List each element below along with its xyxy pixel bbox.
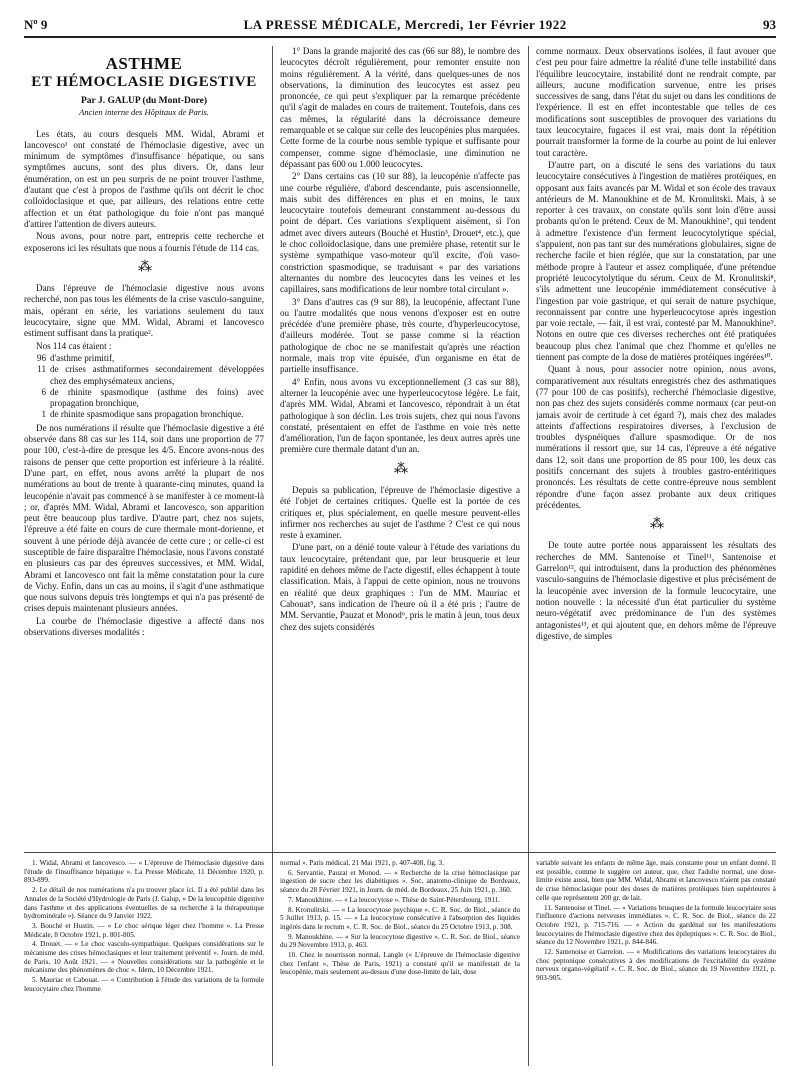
column-2: [280, 46, 520, 842]
paragraph: D'autre part, on a discuté le sens des variations du taux leucocytaire consécutives à l'ingestion de matières protéiques, en opposant aux faits avancés par M. Widal et son école des travaux antérieurs de M. Manoukhine et de M. Kronulitski. Mais, à se reporter à ces travaux, on constate qu'ils sont loin d'être aussi probants qu'on le prétend. Ceux de M. Manoukhine⁷, qui tendent à admettre l'existence d'un ferment leucocytolytique spécial, s'appuient, non pas tant sur des numérations globulaires, signe de recherche facile et bien réglée, que sur la constatation, par une méthode propre à l'auteur et assez compliquée, d'une prétendue propriété leucocytolytique du sérum. Ceux de M. Kronulitski⁸, s'ils admettent une leucopénie immédiatement consécutive à l'ingestion par voie gastrique, et qui serait de nature psychique, reconnaissent par contre une hyperleucocytose après ingestion par voie rectale, — fait, il est vrai, contesté par M. Manoukhine⁹. Notons en outre que ces diverses recherches ont été pratiquées beaucoup plus chez l'animal que chez l'homme et qu'elles ne tiennent pas compte de la dose de matières protéiques ingérées¹⁰.: [536, 159, 776, 363]
footnotes-column-3: [536, 859, 776, 1073]
author-affiliation: Ancien interne des Hôpitaux de Paris.: [79, 107, 209, 118]
section-separator: ⁂: [650, 517, 662, 533]
article-title-line1: ASTHME: [105, 54, 183, 73]
paragraph: Dans l'épreuve de l'hémoclasie digestive nous avons recherché, non pas tous les éléments de la crise vasculo-sanguine, mais, opérant en série, les variations seulement du taux leucocytaire, signe que MM. Widal, Abrami et Iancovesco estiment suffisant dans la pratique².: [24, 283, 264, 339]
article-body: [24, 46, 776, 842]
author-byline: Par J. GALUP (du Mont-Dore): [80, 96, 208, 106]
column-3: [536, 46, 776, 842]
footnote: 7. Manoukhine. — « La leucocytose ». Thèse de Saint-Pétersbourg, 1911.: [288, 895, 501, 904]
case-list: [24, 353, 264, 421]
journal-page: [24, 14, 776, 1072]
footnote: 5. Mauriac et Cabouat. — « Contribution à l'étude des variations de la formule leucocytaire chez l'homme: [24, 976, 264, 993]
paragraph: De toute autre portée nous apparaissent les résultats des recherches de MM. Santenoise et Tinel¹¹, Santenoise et Garrelon¹², qui introduisent, dans la production des phénomènes vasculo-sanguins de l'hémoclasie digestive et plus précisément de la leucopénie avec inversion de la formule leucocytaire, une notion nouvelle : la nécessité d'un état particulier du système neuro-végétatif avec prédominance de l'un des systèmes antagonistes¹³, et qui ajoutent que, en dehors même de l'épreuve digestive, de simples: [536, 540, 776, 641]
footnote: 3. Bouché et Hustin. — « Le choc sérique léger chez l'homme ». La Presse Médicale, 8 Octobre 1921, p. 801-805.: [24, 921, 264, 939]
case-list-item: 96 d'asthme primitif,: [36, 352, 115, 363]
footnote: normal ». Paris médical, 21 Mai 1921, p. 407-408, fig. 3.: [280, 859, 444, 867]
paragraph: Nous avons, pour notre part, entrepris cette recherche et exposerons ici les résultats que nous a fournis l'étude de 114 cas.: [24, 231, 264, 253]
footnote: 6. Servantie, Pauzat et Monod. — « Recherche de la crise hémoclasique par ingestion de sucre chez les diabétiques ». Soc. anatomo-clinique de Bordeaux, séance du 28 Février 1921, in Journ. de méd. de Bordeaux, 25 Juin 1921, p. 360.: [280, 868, 520, 895]
footnote: variable suivant les enfants de même âge, mais constante pour un enfant donné. Il est possible, comme le suggère cet auteur, que, chez l'adulte normal, une dose-limite existe aussi, bien que MM. Widal, Abrami et Iancovesco n'aient pas constaté de crise hémoclasique pour des doses de matières protéiques bien supérieures à celle que représentent 200 gr. de lait.: [536, 859, 776, 902]
case-list-item: 6 de rhinite spasmodique (asthme des foins) avec propagation bronchique,: [41, 386, 264, 409]
footnote: 1. Widal, Abrami et Iancovesco. — « L'épreuve de l'hémoclasie digestive dans l'étude de l'insuffisance hépatique ». La Presse Médicale, 11 Décembre 1920, p. 893-899.: [24, 859, 264, 885]
footnote: 12. Santenoise et Garrelon. — « Modifications des variations leucocytaires du choc peptonique consécutives à des modifications de l'excitabilité du système nerveux organo-végétatif ». C. R. Soc. de Biol., séance du 19 Novembre 1921, p. 903-905.: [536, 948, 776, 983]
section-separator: ⁂: [138, 259, 150, 275]
paragraph: De nos numérations il résulte que l'hémoclasie digestive a été observée dans 88 cas sur les 114, soit dans une proportion de 77 pour 100, c'est-à-dire de presque les 4/5. Encore avons-nous des raisons de penser que cette proportion est inférieure à la réalité. D'une part, en effet, nous avons arrêté la plupart de nos numérations au bout de trente à quarante-cinq minutes, quand la leucopénie n'avait pas commencé à se manifester à ce moment-là ; or, d'après MM. Widal, Abrami et Iancovesco, son apparition peut être beaucoup plus tardive. D'autre part, chez nos sujets, l'épreuve a été faite en cours de cure thermale mont-dorienne, et souvent à une période déjà avancée de cette cure ; or celle-ci est susceptible de faire disparaître l'hémoclasie, nous l'avons constaté en plusieurs cas par des épreuves successives, et MM. Widal, Abrami et Iancovesco ont fait la même constatation pour la cure de Vichy. Enfin, dans un cas au moins, il s'agit d'une asthmatique que nous suivons depuis très longtemps et qui n'a pas présenté de crises depuis maintenant plusieurs années.: [24, 422, 264, 614]
paragraph: Depuis sa publication, l'épreuve de l'hémoclasie digestive a été l'objet de certaines critiques. Quelle est la portée de ces critiques et, plus spécialement, en quelle mesure peuvent-elles infirmer nos recherches au sujet de l'asthme ? C'est ce qui nous reste à examiner.: [280, 484, 520, 541]
footnote: 4. Drouet. — « Le choc vasculo-sympathique. Quelques considérations sur le mécanisme des crises hémoclasiques et leur traitement préventif ». Journ. de méd. de Paris, 10 Août 1921. — « Nouvelles considérations sur la pathogénie et le mécanisme des phénomènes de choc ». Idem, 10 Décembre 1921.: [24, 940, 264, 975]
journal-title-line: LA PRESSE MÉDICALE, Mercredi, 1er Février 1922: [243, 17, 567, 32]
footnote: 11. Santenoise et Tinel. — « Variations brusques de la formule leucocytaire sous l'influence d'actions nerveuses immédiates ». C. R. Soc. de Biol., séance du 22 Octobre 1921, p. 715-716. — « Action du gardénal sur les manifestations leucocytaires de l'hémoclasie digestive chez des épileptiques ». C. R. Soc. de Biol., séance du 12 Novembre 1921, p. 844-846.: [536, 903, 776, 947]
article-title: [24, 54, 264, 92]
case-list-item: 11 de crises asthmatiformes secondairement développées chez des emphysémateux anciens,: [37, 364, 264, 386]
paragraph: Quant à nous, pour associer notre opinion, nous avons, comparativement aux résultats enregistrés chez des asthmatiques (77 pour 100 de cas positifs), recherché l'hémoclasie digestive, non pas chez des sujets considérés comme normaux (car peut-on jamais avoir de certitude à cet égard ?), mais chez des malades atteints d'affections respiratoires diverses, à l'exclusion de troubles dyspnéiques d'allure spasmodique. Or de nos numérations il ressort que, sur 14 cas, l'épreuve a été négative dans 12, soit dans une proportion de 85 pour 100, les deux cas positifs concernant des sujets à troubles gastro-entéritiques prononcés. Les résultats de cette contre-épreuve nous semblent répondre d'une façon assez probante aux deux critiques précédentes.: [536, 364, 776, 510]
footnotes: [24, 852, 776, 1073]
footnotes-column-2: [280, 859, 520, 1073]
page-number: 93: [763, 17, 776, 32]
page-header: [24, 14, 776, 38]
section-separator: ⁂: [394, 461, 406, 477]
footnote: 9. Manoukhine. — « Sur la leucocytose digestive ». C. R. Soc. de Biol., séance du 29 Novembre 1913, p. 463.: [280, 932, 520, 950]
paragraph: 3° Dans d'autres cas (9 sur 88), la leucopénie, affectant l'une ou l'autre modalités que nous venons d'exposer est en outre précédée d'une première phase, très courte, d'hyperleucocytose, d'ailleurs modérée. Tout se passe comme si la réaction pathologique de choc ne se manifestait qu'après une réaction normale, mais trop vite épuisée, d'un organisme en état de partielle insuffisance.: [280, 296, 520, 375]
paragraph: 2° Dans certains cas (10 sur 88), la leucopénie n'affecte pas une courbe régulière, d'abord descendante, puis ascensionnelle, mais subit des différences en plus et en moins, le taux leucocytaire toutefois demeurant constamment au-dessous du point de départ. Ces variations s'expliquent aisément, si l'on admet avec divers auteurs (Bouché et Hustin³, Drouet⁴, etc.), que le choc colloïdoclasique, dans une première phase, retentit sur le système sympathique vaso-moteur qu'il excite, d'où vaso-constriction spasmodique, se traduisant « par des variations alternantes du nombre des leucocytes dans les veines et les capillaires, sans modifications de leur nombre total circulant ».: [280, 171, 520, 295]
case-list-item: 1 de rhinite spasmodique sans propagation bronchique.: [41, 409, 244, 420]
footnote: 8. Kronulitski. — « La leucocytose psychique ». C. R. Soc. de Biol., séance du 5 Juillet 1913, p. 15. — « La leucocytose consécutive à l'absorption des liquides ingérés dans le rectum ». C. R. Soc. de Biol., séance du 25 Octobre 1913, p. 308.: [280, 905, 520, 931]
paragraph: La courbe de l'hémoclasie digestive a affecté dans nos observations diverses modalités :: [24, 615, 264, 638]
issue-number: Nº 9: [24, 17, 48, 32]
column-1: [24, 46, 264, 842]
paragraph: 4° Enfin, nous avons vu exceptionnellement (3 cas sur 88), alterner la leucopénie avec une hyperleucocytose légère. Le fait, d'après MM. Widal, Abrami et Iancovesco, répondrait à un état pathologique à son déclin. Les trois sujets, chez qui nous l'avons constaté, présentaient en effet de l'asthme en voie très nette d'amélioration, l'un de façon spontanée, les deux autres après une première cure thermale datant d'un an.: [280, 376, 520, 455]
paragraph: Les états, au cours desquels MM. Widal, Abrami et Iancovesco¹ ont constaté de l'hémoclasie digestive, avec un minimum de symptômes d'insuffisance hépatique, ou sans symptômes aucuns, sont des plus divers. Or, dans leur énumération, on est un peu surpris de ne point trouver l'asthme, d'autant que c'est à propos de l'asthme qu'ils ont décrit le choc colloïdoclasique et que, par ailleurs, des relations entre cette affection et un état pathologique du foie n'ont pas manqué d'attirer l'attention de divers auteurs.: [24, 128, 264, 229]
footnotes-column-1: [24, 859, 264, 1073]
footnote: 2. Le détail de nos numérations n'a pu trouver place ici. Il a été publié dans les Annales de la Société d'Hydrologie de Paris (J. Galup, « De la leucopénie digestive dans l'asthme et des applications éventuelles de sa recherche à la thérapeutique hydrominérale »). Séance du 9 Janvier 1922.: [24, 886, 264, 921]
paragraph: Nos 114 cas étaient :: [36, 340, 112, 351]
paragraph: D'une part, on a dénié toute valeur à l'étude des variations du taux leucocytaire, prétendant que, par leur brusquerie et leur rapidité en dehors même de l'acte digestif, elles échappent à toute classification. Mais, à l'appui de cette opinion, nous ne trouvons en réalité que deux graphiques : l'un de MM. Mauriac et Cabouat⁵, sans indication de l'heure où il a été pris ; l'autre de MM. Servantie, Pauzat et Monod⁶, pris le matin à jeun, tous deux chez des sujets considérés: [280, 542, 520, 632]
article-title-line2: ET HÉMOCLASIE DIGESTIVE: [31, 74, 257, 90]
paragraph: comme normaux. Deux observations isolées, il faut avouer que c'est peu pour faire admettre la réalité d'une telle instabilité dans l'équilibre leucocytaire, instabilité dont ne rendrait compte, par ailleurs, aucune modification survenue, entre les prises successives de sang, dans l'état du sujet ou dans les conditions de l'expérience. Il est en effet incontestable que telles de ces modifications sont susceptibles de provoquer des variations du taux leucocytaire, fugaces il est vrai, mais dont la répétition pourrait transformer la forme de la courbe au point de lui enlever tout caractère.: [536, 46, 776, 158]
paragraph: 1° Dans la grande majorité des cas (66 sur 88), le nombre des leucocytes décroît régulièrement, pour remonter ensuite non moins régulièrement. A la vérité, dans quelques-unes de nos observations, la diminution des leucocytes est assez peu prononcée, ce qui peut s'expliquer par la remarque précédente qu'il s'agit de malades en cours de traitement. Toutefois, dans ces cas mêmes, la régularité dans la décroissance demeure remarquable et se calque sur celle des leucopénies plus marquées. Cette forme de la courbe nous semble typique et suffisante pour compenser, comme signe d'hémoclasie, une diminution ne dépassant pas 600 ou 1.000 leucocytes.: [280, 46, 520, 169]
footnote: 10. Chez le nourrisson normal, Langle (« L'épreuve de l'hémoclasie digestive chez l'enfant », Thèse de Paris, 1921) a constaté qu'il se manifestait de la leucopénie, mais seulement au-dessus d'une dose-limite de lait, dose: [280, 951, 520, 977]
